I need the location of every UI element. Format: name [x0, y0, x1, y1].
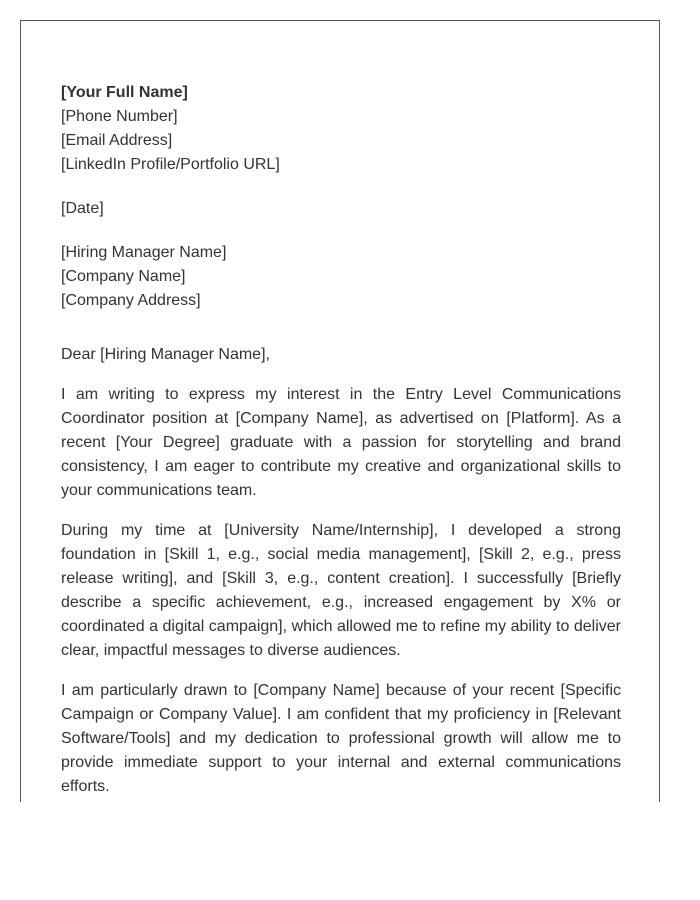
recipient-manager: [Hiring Manager Name]: [61, 244, 227, 261]
body-paragraph-motivation: I am particularly drawn to [Company Name] because of your recent [Specific Campaign or Company Value]. I am confident that my proficiency in [Relevant Software/Tools] and my dedication to professional growth will allow me to provide immediate support to your internal and external communications efforts.: [61, 682, 621, 795]
date-block: [61, 197, 621, 221]
salutation: Dear [Hiring Manager Name],: [61, 346, 270, 363]
recipient-company: [Company Name]: [61, 268, 186, 285]
sender-name: [Your Full Name]: [61, 84, 188, 101]
sender-phone: [Phone Number]: [61, 108, 178, 125]
letter-date: [Date]: [61, 200, 104, 217]
letter-page: [20, 20, 660, 802]
body-paragraph-intro: I am writing to express my interest in the Entry Level Communications Coordinator position at [Company Name], as advertised on [Platform]. As a recent [Your Degree] graduate with a passion for storytelling and brand consistency, I am eager to contribute my creative and organizational skills to your communications team.: [61, 386, 621, 499]
letter-content: [61, 81, 621, 799]
recipient-address: [Company Address]: [61, 292, 201, 309]
sender-email: [Email Address]: [61, 132, 173, 149]
body-paragraph-experience: During my time at [University Name/Internship], I developed a strong foundation in [Skill 1, e.g., social media management], [Skill 2, e.g., press release writing], and [Skill 3, e.g., content creation]. I successfully [Briefly describe a specific achievement, e.g., increased engagement by X% or coordinated a digital campaign], which allowed me to refine my ability to deliver clear, impactful messages to diverse audiences.: [61, 522, 621, 659]
sender-linkedin: [LinkedIn Profile/Portfolio URL]: [61, 156, 280, 173]
recipient-block: [61, 241, 621, 313]
sender-block: [61, 81, 621, 177]
